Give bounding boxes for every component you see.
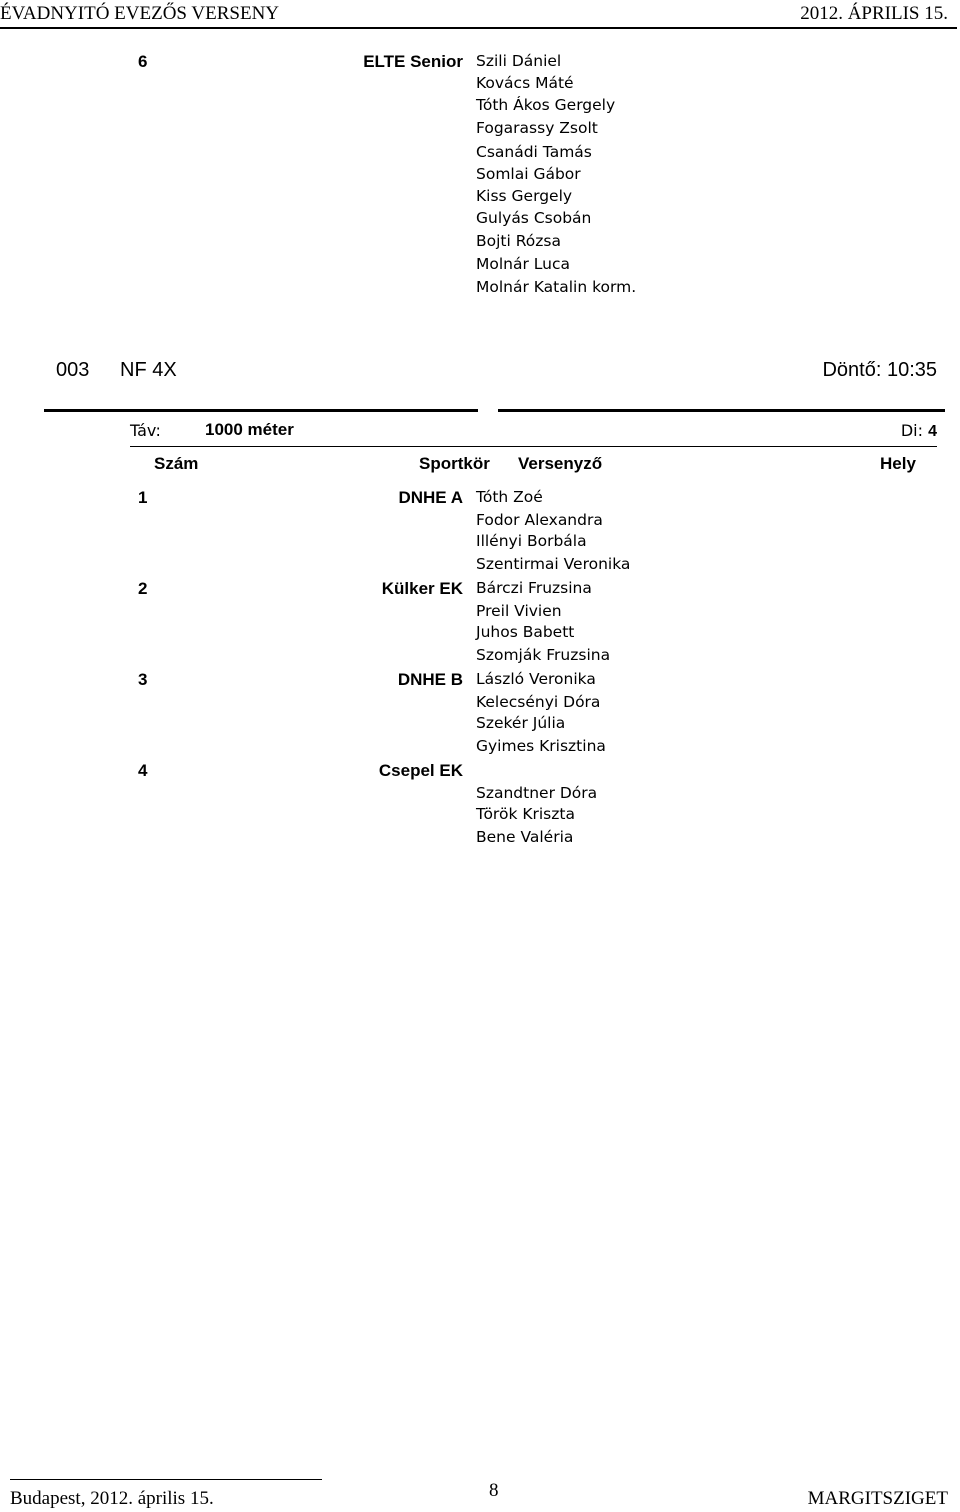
crew-member: Gulyás Csobán (476, 209, 592, 227)
entry-number: 4 (138, 761, 148, 780)
distance-label: Táv: (130, 421, 161, 440)
crew-member: Szandtner Dóra (476, 784, 598, 802)
footer-rule (10, 1479, 322, 1480)
entry-club: Külker EK (381, 579, 463, 598)
crew-member: Szentirmai Veronika (476, 555, 631, 573)
di-label: Di: (900, 421, 923, 440)
event-date: 2012. ÁPRILIS 15. (800, 3, 948, 24)
crew-member: Szomják Fruzsina (476, 646, 611, 664)
entry-club: Csepel EK (378, 761, 463, 780)
entry-number: 2 (138, 579, 148, 598)
crew-member: Molnár Luca (476, 255, 570, 273)
footer-location-date: Budapest, 2012. április 15. (10, 1488, 214, 1509)
crew-member: Kelecsényi Dóra (476, 693, 601, 711)
crew-member: Fogarassy Zsolt (476, 119, 598, 137)
di-value: 4 (928, 423, 937, 440)
crew-member: Molnár Katalin korm. (476, 278, 637, 296)
crew-member: Szekér Júlia (476, 714, 566, 732)
column-header-club: Sportkör (419, 454, 490, 473)
crew-member: Preil Vivien (476, 602, 562, 620)
page-number: 8 (489, 1480, 499, 1501)
distance-rule (130, 446, 937, 447)
race-category: NF 4X (120, 359, 177, 381)
event-title: ÉVADNYITÓ EVEZŐS VERSENY (0, 3, 280, 24)
race-rule-left (44, 409, 478, 412)
crew-member: Bene Valéria (476, 828, 574, 846)
crew-member: Kovács Máté (476, 74, 574, 92)
crew-member: Somlai Gábor (476, 165, 581, 183)
distance-value: 1000 méter (205, 420, 294, 439)
crew-member: Csanádi Tamás (476, 143, 592, 161)
crew-member: Bárczi Fruzsina (476, 579, 592, 597)
crew-member: Tóth Zoé (476, 488, 543, 506)
entry-number: 3 (138, 670, 148, 689)
crew-member: Török Kriszta (476, 805, 575, 823)
crew-member: Fodor Alexandra (476, 511, 603, 529)
crew-member: Kiss Gergely (476, 187, 573, 205)
crew-member: Bojti Rózsa (476, 232, 562, 250)
footer-venue: MARGITSZIGET (807, 1488, 948, 1509)
column-header-rower: Versenyző (518, 454, 603, 473)
column-header-number: Szám (154, 454, 199, 473)
crew-member: Tóth Ákos Gergely (476, 96, 616, 114)
di-info (901, 421, 937, 441)
race-final-time: Döntő: 10:35 (822, 359, 937, 381)
crew-member: Gyimes Krisztina (476, 737, 606, 755)
race-rule-right (498, 409, 945, 412)
header-rule (0, 27, 957, 29)
entry-club: ELTE Senior (363, 52, 463, 71)
crew-member: László Veronika (476, 670, 596, 688)
entry-club: DNHE A (398, 488, 463, 507)
crew-member: Illényi Borbála (476, 532, 587, 550)
entry-number: 6 (138, 52, 148, 71)
crew-member: Juhos Babett (476, 623, 575, 641)
entry-club: DNHE B (397, 670, 463, 689)
column-header-place: Hely (880, 454, 916, 473)
race-number: 003 (56, 359, 90, 381)
entry-number: 1 (138, 488, 148, 507)
crew-member: Szili Dániel (476, 52, 562, 70)
